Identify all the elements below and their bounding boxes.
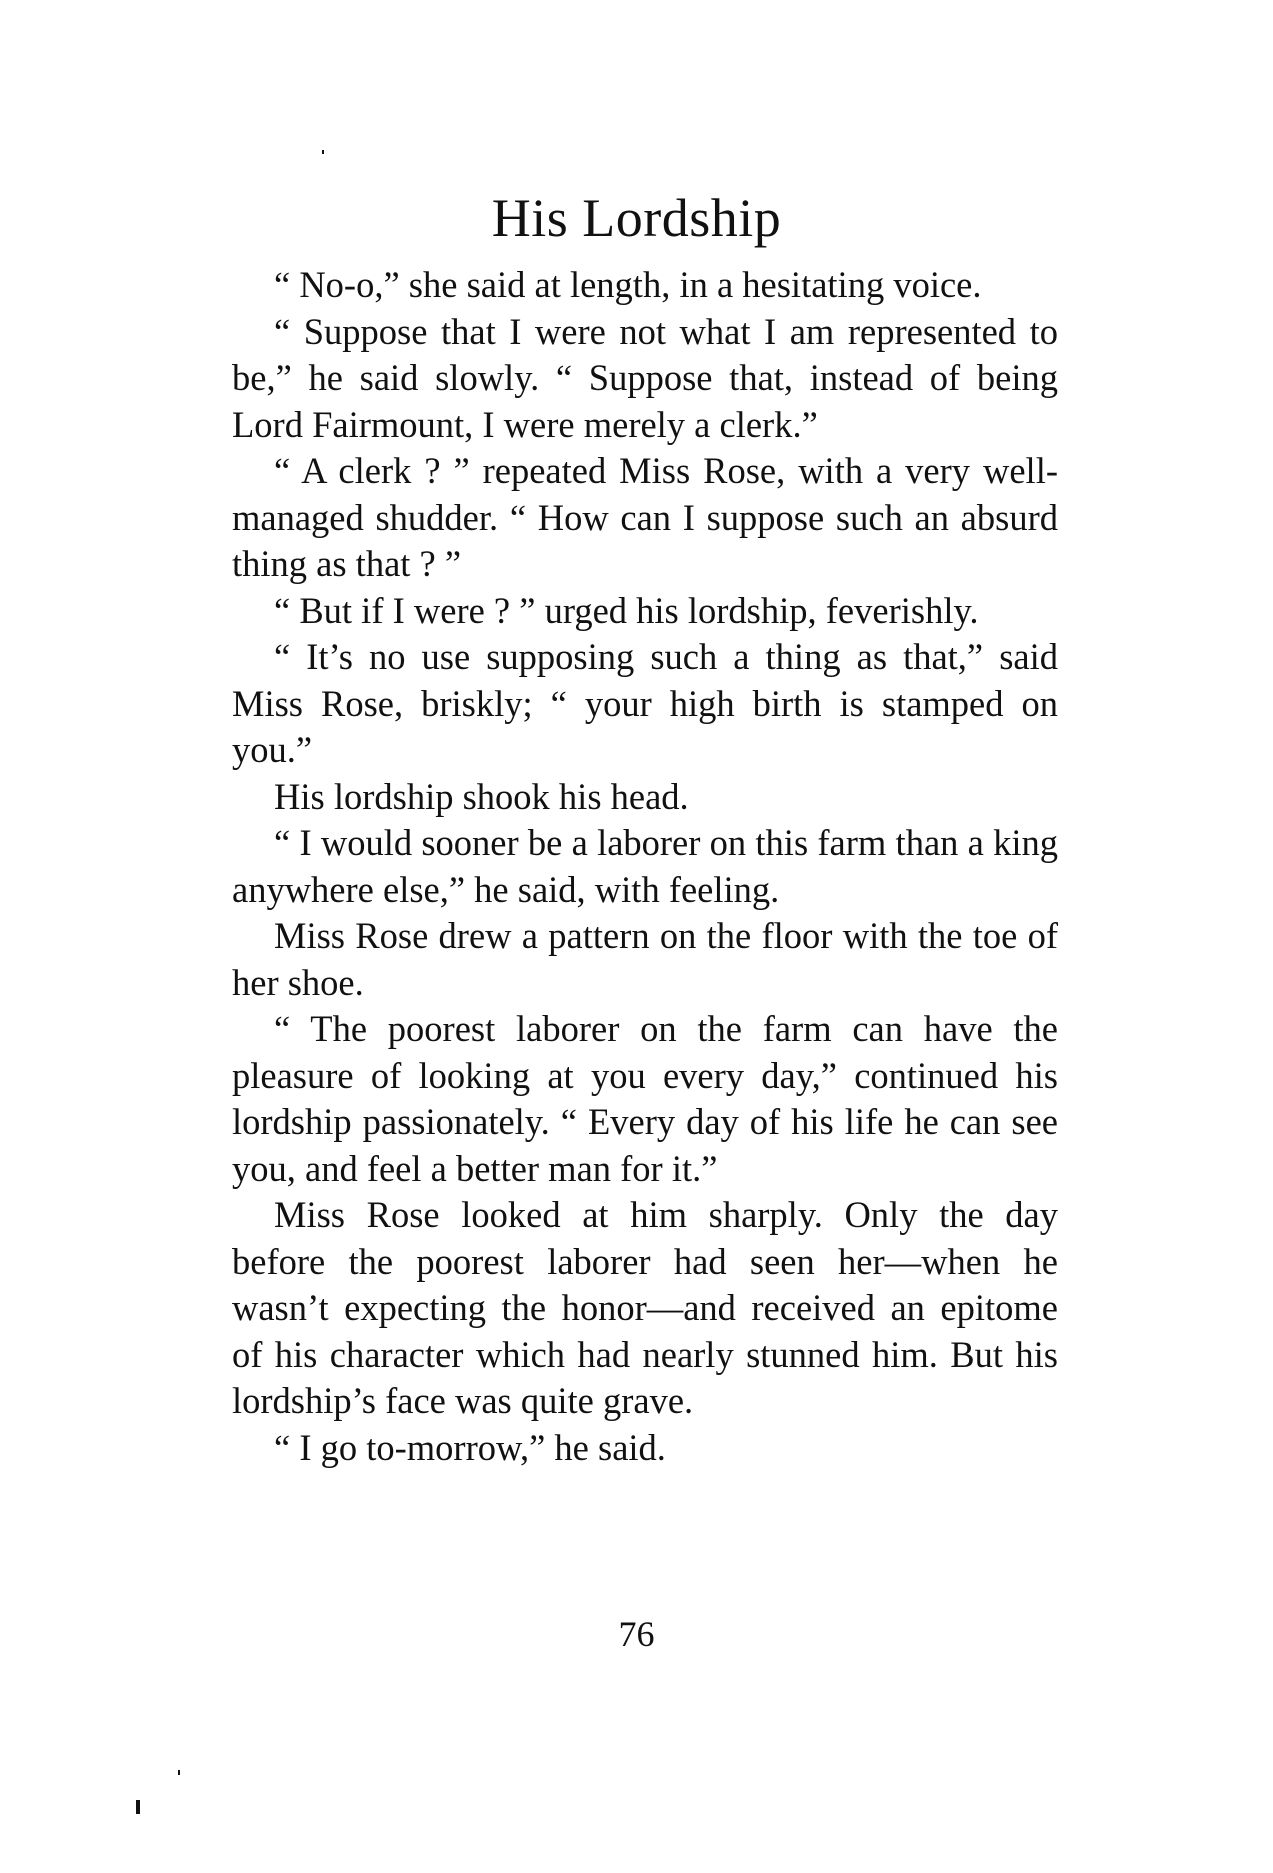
paragraph: “ But if I were ? ” urged his lordship, feverishly. bbox=[274, 589, 979, 631]
paragraph: Miss Rose drew a pattern on the floor with the toe of her shoe. bbox=[232, 915, 1058, 1003]
paragraph: “ A clerk ? ” repeated Miss Rose, with a very well-managed shudder. “ How can I suppose such an absurd thing as that ? ” bbox=[232, 450, 1058, 584]
running-head: His Lordship bbox=[491, 188, 782, 248]
scan-speck bbox=[322, 150, 324, 154]
scan-speck bbox=[178, 1770, 180, 1775]
paragraph: “ I go to-morrow,” he said. bbox=[274, 1426, 666, 1468]
scan-speck bbox=[136, 1800, 140, 1814]
paragraph: His lordship shook his head. bbox=[274, 775, 689, 817]
body-text bbox=[232, 262, 1058, 1471]
paragraph: “ No-o,” she said at length, in a hesitating voice. bbox=[274, 264, 982, 305]
page-number: 76 bbox=[618, 1614, 655, 1654]
paragraph: “ Suppose that I were not what I am represented to be,” he said slowly. “ Suppose that, instead of being Lord Fairmount, I were merely a clerk.” bbox=[232, 310, 1058, 445]
paragraph: “ It’s no use supposing such a thing as that,” said Miss Rose, briskly; “ your high birth is stamped on you.” bbox=[232, 636, 1058, 770]
paragraph: “ I would sooner be a laborer on this farm than a king anywhere else,” he said, with feeling. bbox=[232, 822, 1058, 910]
paragraph: Miss Rose looked at him sharply. Only the day before the poorest laborer had seen her—when he wasn’t expecting the honor—and received an epitome of his character which had nearly stunned him. But his lordship’s face was quite grave. bbox=[232, 1194, 1058, 1421]
paragraph: “ The poorest laborer on the farm can have the pleasure of looking at you every day,” continued his lordship passionately. “ Every day of his life he can see you, and feel a better man for it.” bbox=[232, 1008, 1058, 1189]
